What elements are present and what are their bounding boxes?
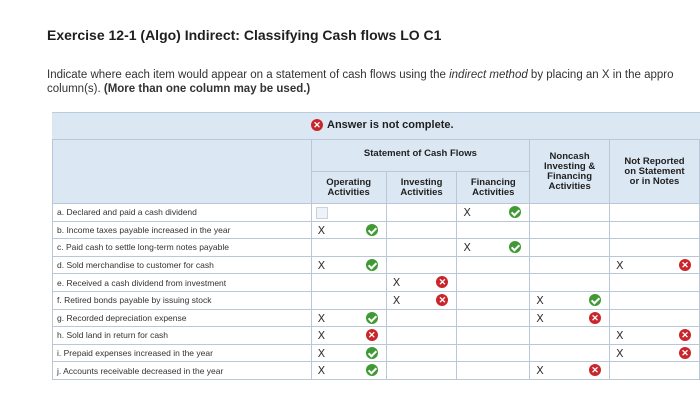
x-mark: X [392, 276, 401, 290]
cell-operating[interactable] [311, 221, 386, 239]
x-mark: X [615, 329, 624, 343]
cell-financing[interactable] [457, 327, 530, 345]
cell-financing[interactable] [457, 256, 530, 274]
cell-investing[interactable] [386, 362, 457, 380]
cell-not-reported[interactable] [609, 256, 699, 274]
cell-operating[interactable] [311, 362, 386, 380]
table-row [53, 309, 700, 327]
cell-noncash[interactable] [530, 291, 610, 309]
cell-not-reported[interactable] [609, 204, 699, 222]
error-x-icon: ✕ [311, 119, 323, 131]
cell-not-reported[interactable] [609, 221, 699, 239]
row-label: e. Received a cash dividend from investment [53, 274, 312, 292]
column-header-not-reported: Not Reported on Statement or in Notes [609, 140, 699, 204]
instructions [47, 68, 700, 96]
table-row [53, 362, 700, 380]
cell-not-reported[interactable] [609, 274, 699, 292]
cell-investing[interactable] [386, 327, 457, 345]
x-mark: X [615, 258, 624, 272]
correct-check-icon [366, 364, 378, 376]
cell-investing[interactable] [386, 204, 457, 222]
incorrect-x-icon: ✕ [589, 312, 601, 324]
incorrect-x-icon: ✕ [436, 294, 448, 306]
incorrect-x-icon: ✕ [436, 276, 448, 288]
incorrect-x-icon: ✕ [589, 364, 601, 376]
cell-noncash[interactable] [530, 344, 610, 362]
cell-not-reported[interactable] [609, 327, 699, 345]
x-mark: X [317, 311, 326, 325]
table-row [53, 327, 700, 345]
cell-operating[interactable] [311, 204, 386, 222]
x-mark: X [615, 346, 624, 360]
cell-financing[interactable] [457, 274, 530, 292]
x-mark: X [317, 329, 326, 343]
cell-financing[interactable] [457, 309, 530, 327]
instructions-emphasis: indirect method [449, 69, 528, 81]
cell-investing[interactable] [386, 274, 457, 292]
cell-operating[interactable] [311, 327, 386, 345]
x-mark: X [317, 364, 326, 378]
cell-investing[interactable] [386, 239, 457, 257]
x-mark: X [317, 346, 326, 360]
cell-investing[interactable] [386, 309, 457, 327]
row-label: c. Paid cash to settle long-term notes payable [53, 239, 312, 257]
correct-check-icon [366, 312, 378, 324]
instructions-note: (More than one column may be used.) [103, 83, 311, 95]
table-row [53, 239, 700, 257]
cell-investing[interactable] [386, 291, 457, 309]
incorrect-x-icon: ✕ [679, 329, 691, 341]
correct-check-icon [589, 294, 601, 306]
cell-financing[interactable] [457, 344, 530, 362]
cell-not-reported[interactable] [609, 344, 699, 362]
x-mark: X [317, 223, 326, 237]
table-row [53, 221, 700, 239]
cell-noncash[interactable] [530, 221, 610, 239]
row-label: f. Retired bonds payable by issuing stock [53, 291, 312, 309]
table-row [53, 204, 700, 222]
cell-financing[interactable] [457, 291, 530, 309]
table-row [53, 344, 700, 362]
status-banner [52, 112, 700, 140]
cell-not-reported[interactable] [609, 291, 699, 309]
incorrect-x-icon: ✕ [366, 329, 378, 341]
cell-investing[interactable] [386, 221, 457, 239]
cell-noncash[interactable] [530, 309, 610, 327]
cell-operating[interactable] [311, 309, 386, 327]
cell-investing[interactable] [386, 256, 457, 274]
x-mark: X [536, 311, 544, 325]
cell-financing[interactable] [457, 239, 530, 257]
table-row [53, 291, 700, 309]
x-mark: X [536, 293, 544, 307]
table-body [53, 204, 700, 380]
cell-noncash[interactable] [530, 362, 610, 380]
instructions-text-1: Indicate where each item would appear on a statement of cash flows using the [47, 69, 450, 81]
classification-table [52, 139, 700, 380]
row-label: h. Sold land in return for cash [53, 327, 312, 345]
x-mark: X [392, 293, 401, 307]
cell-financing[interactable] [457, 221, 530, 239]
column-header-financing: Financing Activities [457, 172, 530, 204]
incorrect-x-icon: ✕ [679, 347, 691, 359]
cell-operating[interactable] [311, 274, 386, 292]
cell-operating[interactable] [311, 239, 386, 257]
correct-check-icon [509, 206, 521, 218]
x-mark: X [536, 364, 544, 378]
cell-noncash[interactable] [530, 239, 610, 257]
cell-financing[interactable] [457, 362, 530, 380]
checkbox-icon[interactable] [316, 207, 328, 219]
table-row [53, 274, 700, 292]
instructions-line2: column(s). [47, 83, 104, 95]
cell-operating[interactable] [311, 291, 386, 309]
cell-operating[interactable] [311, 256, 386, 274]
row-label: i. Prepaid expenses increased in the year [53, 344, 312, 362]
incorrect-x-icon: ✕ [679, 259, 691, 271]
instructions-text-2: by placing an X in the appro [527, 69, 674, 81]
cell-not-reported[interactable] [609, 362, 699, 380]
column-header-operating: Operating Activities [311, 172, 386, 204]
header-blank [53, 140, 312, 204]
row-label: j. Accounts receivable decreased in the year [53, 362, 312, 380]
row-label: b. Income taxes payable increased in the year [53, 221, 312, 239]
group-header: Statement of Cash Flows [311, 140, 530, 172]
cell-noncash[interactable] [530, 204, 610, 222]
row-label: g. Recorded depreciation expense [53, 309, 312, 327]
cell-not-reported[interactable] [609, 239, 699, 257]
correct-check-icon [366, 224, 378, 236]
correct-check-icon [509, 241, 521, 253]
column-header-noncash: Noncash Investing & Financing Activities [530, 140, 610, 204]
page-title: Exercise 12-1 (Algo) Indirect: Classifying Cash flows LO C1 [47, 27, 442, 43]
cell-noncash[interactable] [530, 256, 610, 274]
cell-not-reported[interactable] [609, 309, 699, 327]
x-mark: X [463, 241, 471, 255]
correct-check-icon [366, 259, 378, 271]
table-row [53, 256, 700, 274]
cell-investing[interactable] [386, 344, 457, 362]
x-mark: X [463, 206, 471, 219]
correct-check-icon [366, 347, 378, 359]
row-label: a. Declared and paid a cash dividend [53, 204, 312, 222]
row-label: d. Sold merchandise to customer for cash [53, 256, 312, 274]
cell-noncash[interactable] [530, 274, 610, 292]
column-header-investing: Investing Activities [386, 172, 457, 204]
cell-noncash[interactable] [530, 327, 610, 345]
cell-operating[interactable] [311, 344, 386, 362]
cell-financing[interactable] [457, 204, 530, 222]
status-text: Answer is not complete. [327, 119, 454, 131]
x-mark: X [317, 258, 326, 272]
